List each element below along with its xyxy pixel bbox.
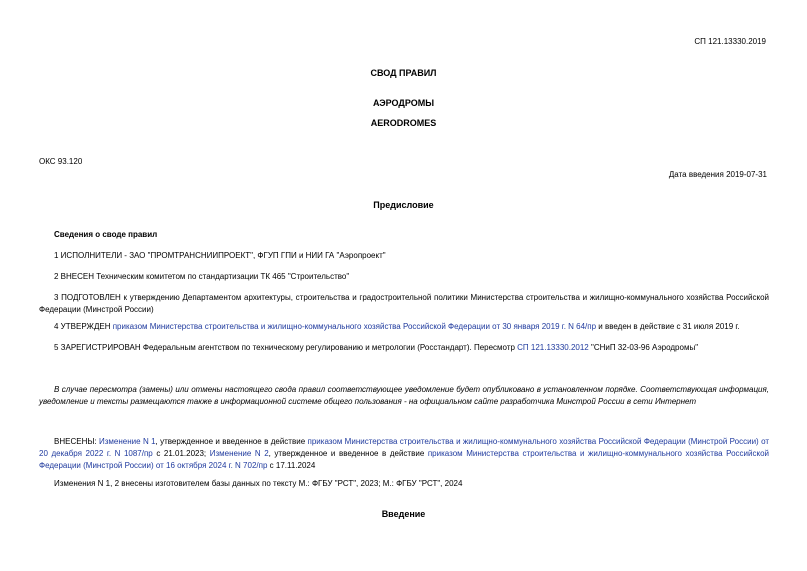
amendments-text: ВНЕСЕНЫ:: [54, 437, 100, 446]
amendments-text-5: с 17.11.2024: [267, 461, 316, 470]
order-1087-link[interactable]: приказом Министерства строительства и жилищно-коммунального хозяйства Российской Федерации (Минстрой России) от 20 декабря 2022 г. N 1087/пр: [39, 437, 770, 458]
paragraph-2: 2 ВНЕСЕН Техническим комитетом по стандартизации ТК 465 "Строительство": [54, 272, 350, 281]
amendments-text-2: , утвержденное и введенное в действие: [155, 437, 308, 446]
paragraph-5-text-end: "СНиП 32-03-96 Аэродромы": [588, 343, 699, 352]
amendments-text-4: , утвержденное и введенное в действие: [268, 449, 428, 458]
amendments-note: Изменения N 1, 2 внесены изготовителем базы данных по тексту М.: ФГБУ "РСТ", 2023; М.: ФГБУ "РСТ", 2024: [54, 479, 463, 488]
document-title-en: AERODROMES: [370, 118, 437, 128]
document-title-ru: АЭРОДРОМЫ: [372, 98, 435, 108]
paragraph-4-text-end: и введен в действие с 31 июля 2019 г.: [596, 322, 740, 331]
amendments-paragraph: [39, 436, 769, 472]
introduction-heading: Введение: [381, 509, 426, 519]
paragraph-5-text: 5 ЗАРЕГИСТРИРОВАН Федеральным агентством по техническому регулированию и метрологии (Росстандарт). Пересмотр: [54, 343, 518, 352]
svedenia-heading: Сведения о своде правил: [54, 230, 158, 239]
amendments-text-3: с 21.01.2023;: [152, 449, 210, 458]
paragraph-1: 1 ИСПОЛНИТЕЛИ - ЗАО "ПРОМТРАНСНИИПРОЕКТ", ФГУП ГПИ и НИИ ГА "Аэропроект": [54, 251, 386, 260]
order-64-link[interactable]: приказом Министерства строительства и жилищно-коммунального хозяйства Российской Федерации от 30 января 2019 г. N 64/пр: [112, 322, 597, 331]
paragraph-3: 3 ПОДГОТОВЛЕН к утверждению Департаментом архитектуры, строительства и градостроительной политики Министерства строительства и жилищно-коммунального хозяйства Российской Федерации (Минстрой России): [39, 293, 769, 314]
sp-2012-link[interactable]: СП 121.13330.2012: [517, 343, 589, 352]
amendment-1-link[interactable]: Изменение N 1: [99, 437, 156, 446]
paragraph-4: [39, 321, 769, 333]
paragraph-5: [39, 342, 769, 354]
introduction-date: Дата введения 2019-07-31: [668, 170, 767, 179]
document-type-title: СВОД ПРАВИЛ: [370, 68, 437, 78]
oks-code: ОКС 93.120: [39, 157, 83, 166]
document-code: СП 121.13330.2019: [694, 37, 766, 46]
foreword-heading: Предисловие: [373, 200, 434, 210]
order-702-link[interactable]: приказом Министерства строительства и жилищно-коммунального хозяйства Российской Федерации (Минстрой России) от 16 октября 2024 г. N 702/пр: [39, 449, 769, 470]
amendment-2-link[interactable]: Изменение N 2: [209, 449, 269, 458]
paragraph-4-text: 4 УТВЕРЖДЕН: [54, 322, 113, 331]
revision-notice: В случае пересмотра (замены) или отмены настоящего свода правил соответствующее уведомление будет опубликовано в установленном порядке. Соответствующая информация, уведомление и тексты размещаются также в информационной системе общего пользования - на официальном сайте разработчика Минстрой России в сети Интернет: [39, 385, 769, 406]
